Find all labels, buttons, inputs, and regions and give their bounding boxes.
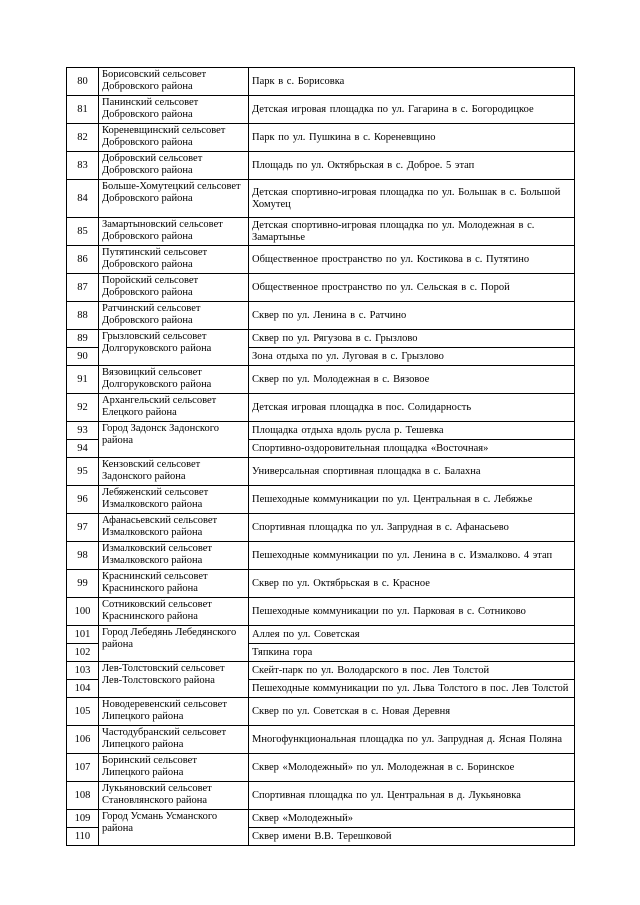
object-name: Площадь по ул. Октябрьская в с. Доброе. 5 этап	[249, 152, 575, 180]
table-row	[67, 486, 575, 514]
object-name: Сквер имени В.В. Терешковой	[249, 828, 575, 846]
table-row	[67, 302, 575, 330]
object-name: Скейт-парк по ул. Володарского в пос. Лев Толстой	[249, 662, 575, 680]
row-number: 92	[67, 394, 99, 422]
table-row	[67, 246, 575, 274]
object-name: Детская спортивно-игровая площадка по ул. Большак в с. Большой Хомутец	[249, 180, 575, 218]
object-name: Сквер по ул. Октябрьская в с. Красное	[249, 570, 575, 598]
row-number: 96	[67, 486, 99, 514]
table-row	[67, 152, 575, 180]
municipality-name: Измалковский сельсовет Измалковского района	[99, 542, 249, 570]
row-number: 83	[67, 152, 99, 180]
object-name: Сквер по ул. Рягузова в с. Грызлово	[249, 330, 575, 348]
row-number: 90	[67, 348, 99, 366]
municipality-name: Замартыновский сельсовет Добровского района	[99, 218, 249, 246]
table-row	[67, 754, 575, 782]
row-number: 109	[67, 810, 99, 828]
object-name: Пешеходные коммуникации по ул. Парковая в с. Сотниково	[249, 598, 575, 626]
row-number: 98	[67, 542, 99, 570]
objects-table	[66, 67, 575, 846]
municipality-name: Добровский сельсовет Добровского района	[99, 152, 249, 180]
object-name: Парк в с. Борисовка	[249, 68, 575, 96]
row-number: 86	[67, 246, 99, 274]
municipality-name: Кензовский сельсовет Задонского района	[99, 458, 249, 486]
table-row	[67, 810, 575, 828]
object-name: Спортивная площадка по ул. Запрудная в с. Афанасьево	[249, 514, 575, 542]
row-number: 103	[67, 662, 99, 680]
row-number: 81	[67, 96, 99, 124]
object-name: Общественное пространство по ул. Костикова в с. Путятино	[249, 246, 575, 274]
table-row	[67, 274, 575, 302]
row-number: 110	[67, 828, 99, 846]
municipality-name: Лукьяновский сельсовет Становлянского района	[99, 782, 249, 810]
object-name: Пешеходные коммуникации по ул. Ленина в с. Измалково. 4 этап	[249, 542, 575, 570]
municipality-name: Краснинский сельсовет Краснинского района	[99, 570, 249, 598]
row-number: 99	[67, 570, 99, 598]
municipality-name: Сотниковский сельсовет Краснинского района	[99, 598, 249, 626]
table-row	[67, 542, 575, 570]
municipality-name: Частодубранский сельсовет Липецкого района	[99, 726, 249, 754]
municipality-name: Кореневщинский сельсовет Добровского района	[99, 124, 249, 152]
row-number: 87	[67, 274, 99, 302]
row-number: 105	[67, 698, 99, 726]
object-name: Сквер по ул. Молодежная в с. Вязовое	[249, 366, 575, 394]
table-row	[67, 96, 575, 124]
row-number: 104	[67, 680, 99, 698]
object-name: Сквер по ул. Советская в с. Новая Деревня	[249, 698, 575, 726]
row-number: 106	[67, 726, 99, 754]
table-row	[67, 598, 575, 626]
municipality-name: Город Лебедянь Лебедянского района	[99, 626, 249, 662]
object-name: Универсальная спортивная площадка в с. Балахна	[249, 458, 575, 486]
object-name: Сквер «Молодежный»	[249, 810, 575, 828]
object-name: Общественное пространство по ул. Сельская в с. Порой	[249, 274, 575, 302]
municipality-name: Город Задонск Задонского района	[99, 422, 249, 458]
row-number: 82	[67, 124, 99, 152]
object-name: Детская игровая площадка по ул. Гагарина в с. Богородицкое	[249, 96, 575, 124]
table-row	[67, 124, 575, 152]
municipality-name: Борисовский сельсовет Добровского района	[99, 68, 249, 96]
object-name: Детская спортивно-игровая площадка по ул. Молодежная в с. Замартынье	[249, 218, 575, 246]
object-name: Аллея по ул. Советская	[249, 626, 575, 644]
table-row	[67, 330, 575, 348]
municipality-name: Панинский сельсовет Добровского района	[99, 96, 249, 124]
table-row	[67, 570, 575, 598]
table-row	[67, 180, 575, 218]
object-name: Сквер «Молодежный» по ул. Молодежная в с. Боринское	[249, 754, 575, 782]
municipality-name: Лев-Толстовский сельсовет Лев-Толстовского района	[99, 662, 249, 698]
object-name: Сквер по ул. Ленина в с. Ратчино	[249, 302, 575, 330]
table-row	[67, 366, 575, 394]
object-name: Пешеходные коммуникации по ул. Льва Толстого в пос. Лев Толстой	[249, 680, 575, 698]
municipality-name: Архангельский сельсовет Елецкого района	[99, 394, 249, 422]
row-number: 94	[67, 440, 99, 458]
row-number: 88	[67, 302, 99, 330]
municipality-name: Новодеревенский сельсовет Липецкого района	[99, 698, 249, 726]
row-number: 93	[67, 422, 99, 440]
table-row	[67, 422, 575, 440]
row-number: 108	[67, 782, 99, 810]
object-name: Парк по ул. Пушкина в с. Кореневщино	[249, 124, 575, 152]
table-row	[67, 68, 575, 96]
municipality-name: Ратчинский сельсовет Добровского района	[99, 302, 249, 330]
municipality-name: Вязовицкий сельсовет Долгоруковского района	[99, 366, 249, 394]
table-row	[67, 394, 575, 422]
row-number: 101	[67, 626, 99, 644]
table-row	[67, 782, 575, 810]
row-number: 91	[67, 366, 99, 394]
object-name: Площадка отдыха вдоль русла р. Тешевка	[249, 422, 575, 440]
municipality-name: Лебяженский сельсовет Измалковского района	[99, 486, 249, 514]
table-row	[67, 458, 575, 486]
row-number: 102	[67, 644, 99, 662]
municipality-name: Путятинский сельсовет Добровского района	[99, 246, 249, 274]
table-row	[67, 218, 575, 246]
row-number: 95	[67, 458, 99, 486]
object-name: Спортивная площадка по ул. Центральная в д. Лукьяновка	[249, 782, 575, 810]
row-number: 84	[67, 180, 99, 218]
municipality-name: Поройский сельсовет Добровского района	[99, 274, 249, 302]
object-name: Тяпкина гора	[249, 644, 575, 662]
table-row	[67, 698, 575, 726]
table-row	[67, 662, 575, 680]
object-name: Многофункциональная площадка по ул. Запрудная д. Ясная Поляна	[249, 726, 575, 754]
row-number: 85	[67, 218, 99, 246]
object-name: Пешеходные коммуникации по ул. Центральная в с. Лебяжье	[249, 486, 575, 514]
row-number: 100	[67, 598, 99, 626]
municipality-name: Город Усмань Усманского района	[99, 810, 249, 846]
object-name: Зона отдыха по ул. Луговая в с. Грызлово	[249, 348, 575, 366]
row-number: 80	[67, 68, 99, 96]
municipality-name: Афанасьевский сельсовет Измалковского района	[99, 514, 249, 542]
object-name: Детская игровая площадка в пос. Солидарность	[249, 394, 575, 422]
municipality-name: Больше-Хомутецкий сельсовет Добровского района	[99, 180, 249, 218]
municipality-name: Грызловский сельсовет Долгоруковского района	[99, 330, 249, 366]
municipality-name: Боринский сельсовет Липецкого района	[99, 754, 249, 782]
table-row	[67, 726, 575, 754]
table-row	[67, 626, 575, 644]
row-number: 107	[67, 754, 99, 782]
object-name: Спортивно-оздоровительная площадка «Восточная»	[249, 440, 575, 458]
row-number: 97	[67, 514, 99, 542]
row-number: 89	[67, 330, 99, 348]
table-row	[67, 514, 575, 542]
